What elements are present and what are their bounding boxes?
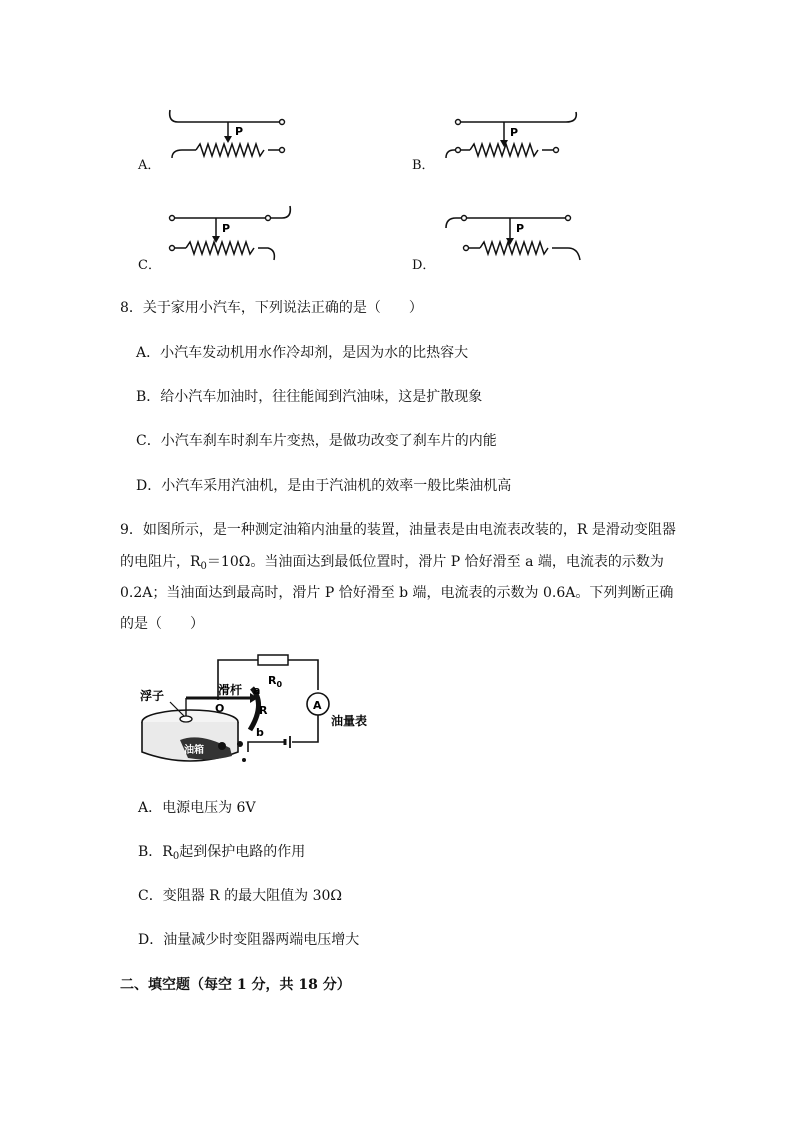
pivot-o-label: O — [215, 702, 225, 715]
tank-label: 油箱 — [184, 745, 204, 756]
q8-option-d: D．小汽车采用汽油机，是由于汽油机的效率一般比柴油机高 — [136, 478, 512, 494]
option-text: 起到保护电路的作用 — [179, 844, 306, 860]
q8-option-a: A．小汽车发动机用水作冷却剂，是因为水的比热容大 — [136, 345, 469, 361]
rheostat-diagram-b — [440, 110, 590, 170]
rheostat-diagram-c — [164, 204, 304, 266]
point-b-label: b — [256, 726, 264, 739]
q9-option-c: C．变阻器 R 的最大阻值为 30Ω — [138, 888, 343, 904]
oil-meter-label: 油量表 — [331, 714, 368, 728]
q9-option-b — [138, 841, 305, 862]
slider-label-a: P — [235, 125, 244, 138]
question-9-stem-line1: 9．如图所示，是一种测定油箱内油量的装置，油量表是由电流表改装的，R 是滑动变阻器 — [120, 522, 676, 538]
question-9-stem-line3: 0.2A；当油面达到最高时，滑片 P 恰好滑至 b 端，电流表的示数为 0.6A。下列判断正确 — [120, 585, 674, 601]
r0-label: $R_0$ — [268, 674, 283, 689]
q8-option-b: B．给小汽车加油时，往往能闻到汽油味，这是扩散现象 — [136, 389, 483, 405]
stem-text: 的电阻片，R — [120, 554, 201, 570]
ammeter-symbol: A — [313, 699, 322, 712]
stem-text: ＝10Ω。当油面达到最低位置时，滑片 P 恰好滑至 a 端，电流表的示数为 — [206, 554, 664, 570]
option-letter-c: C． — [138, 258, 161, 273]
point-a-label: a — [253, 684, 261, 697]
section-2-title: 二、填空题（每空 1 分，共 18 分） — [120, 977, 351, 993]
slider-label-d: P — [516, 222, 525, 235]
question-9-stem-line2 — [120, 551, 664, 572]
float-label: 浮子 — [140, 689, 165, 703]
slider-label-b: P — [510, 126, 519, 139]
resistor-r-label: R — [259, 704, 268, 717]
rheostat-diagram-a — [160, 108, 300, 170]
rod-label: 滑杆 — [218, 683, 243, 697]
q8-option-c: C．小汽车刹车时刹车片变热，是做功改变了刹车片的内能 — [136, 433, 497, 449]
option-letter-d: D． — [412, 258, 436, 273]
rheostat-diagram-d — [444, 212, 594, 268]
q9-option-d: D．油量减少时变阻器两端电压增大 — [138, 932, 360, 948]
question-9-stem-line4: 的是（ ） — [120, 616, 204, 632]
question-8-stem: 8．关于家用小汽车，下列说法正确的是（ ） — [120, 300, 423, 316]
oil-gauge-circuit-figure — [140, 652, 390, 774]
slider-label-c: P — [222, 222, 231, 235]
option-letter-b: B． — [412, 158, 435, 173]
r0-subscript: 0 — [172, 851, 180, 862]
option-text: B．R — [138, 844, 173, 860]
r0-subscript: 0 — [200, 561, 207, 572]
option-letter-a: A． — [138, 158, 161, 173]
q9-option-a: A．电源电压为 6V — [138, 800, 256, 816]
